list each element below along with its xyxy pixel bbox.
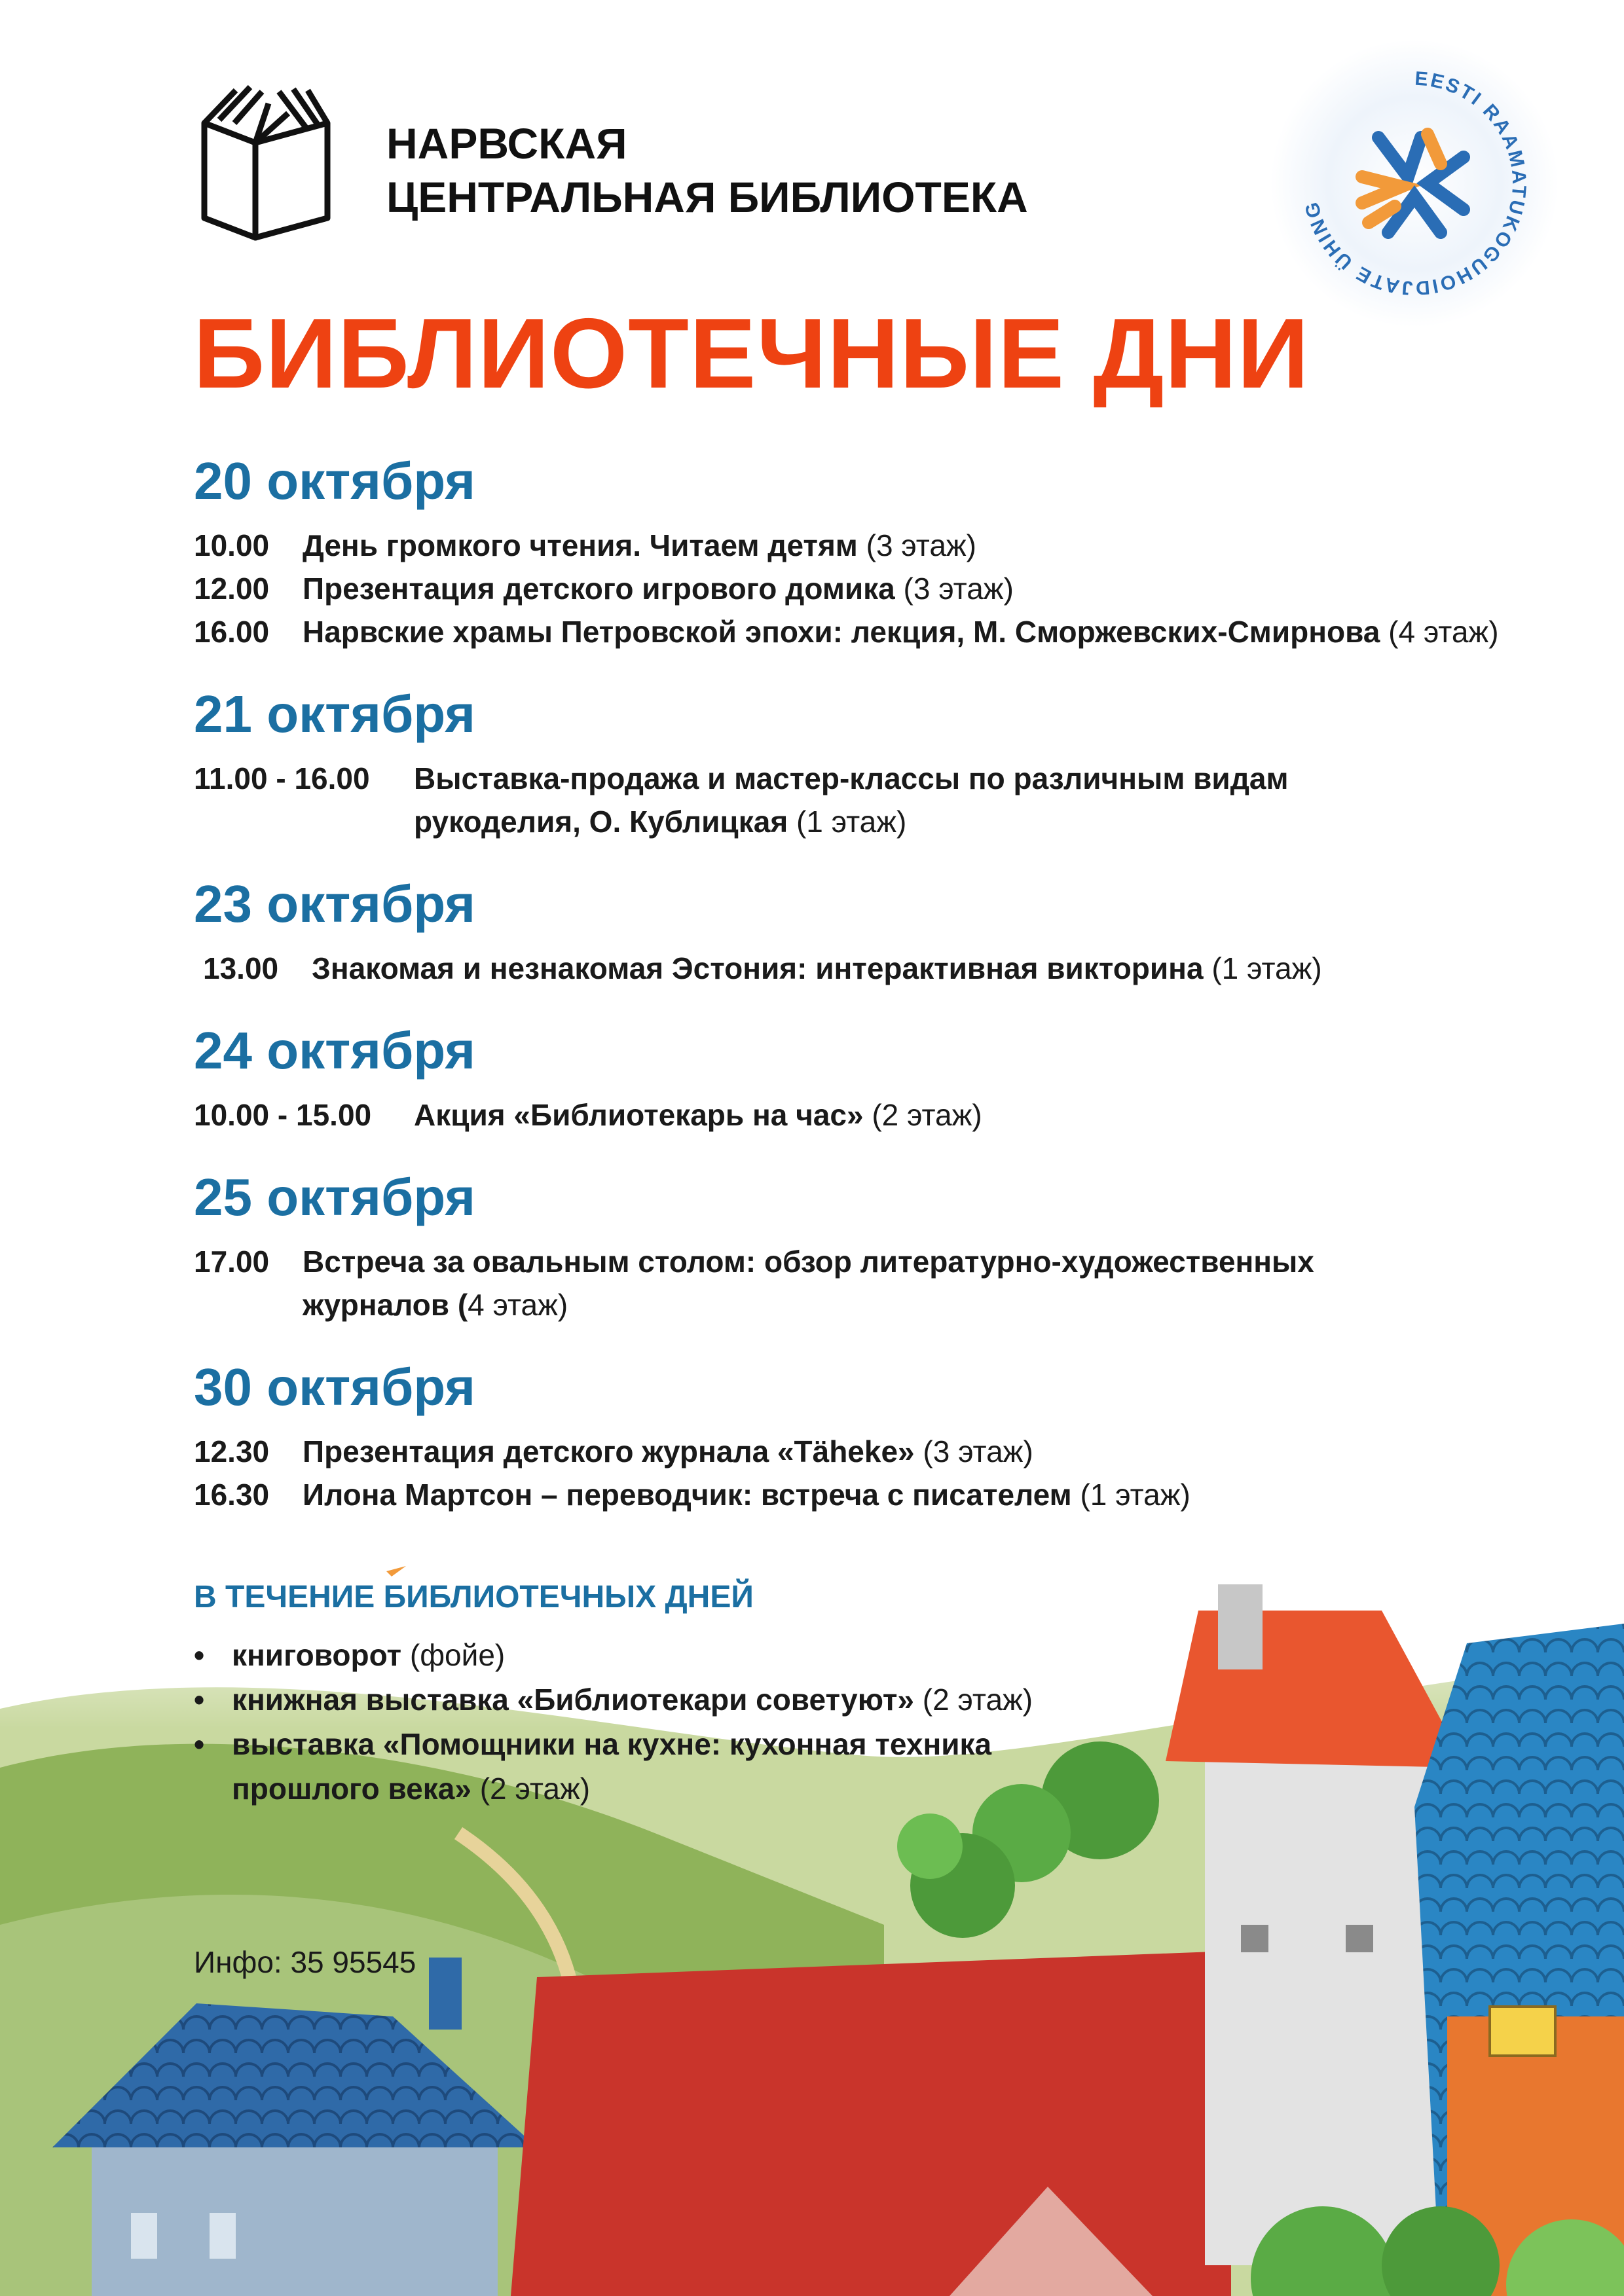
event-time: 16.00 [194, 615, 270, 649]
event-title: Встреча за овальным столом: обзор литературно-художественных журналов ( [303, 1245, 1314, 1322]
event-time: 16.30 [194, 1478, 270, 1512]
event-title: День громкого чтения. Читаем детям [303, 528, 858, 562]
event-title: Акция «Библиотекарь на час» [414, 1098, 864, 1132]
library-name-line2: ЦЕНТРАЛЬНАЯ БИБЛИОТЕКА [386, 173, 1028, 221]
day-block [194, 1161, 1530, 1326]
event-location: (1 этаж) [1080, 1478, 1190, 1512]
event-row [194, 1430, 1530, 1473]
list-item [194, 1633, 1373, 1677]
item-title: книговорот [232, 1638, 402, 1672]
event-row [194, 1093, 1530, 1137]
day-block [194, 1015, 1530, 1137]
event-title: Знакомая и незнакомая Эстония: интерактивная викторина [312, 951, 1204, 985]
bullet-icon: • [194, 1683, 205, 1717]
day-date: 25 октября [194, 1168, 475, 1226]
day-block [194, 445, 1530, 653]
day-block [194, 868, 1530, 990]
event-row [194, 1473, 1530, 1516]
event-time: 11.00 - 16.00 [194, 761, 370, 795]
event-location: (3 этаж) [866, 528, 976, 562]
event-row [194, 1240, 1530, 1326]
event-location: (1 этаж) [1211, 951, 1322, 985]
day-block [194, 1351, 1530, 1516]
list-item [194, 1677, 1373, 1722]
event-row [194, 947, 1530, 990]
event-title: Выставка-продажа и мастер-классы по различным видам рукоделия, О. Кублицкая [414, 761, 1289, 839]
event-location: (2 этаж) [872, 1098, 982, 1132]
event-row [194, 610, 1530, 653]
event-time: 12.00 [194, 572, 270, 606]
event-location: (4 этаж) [1388, 615, 1499, 649]
day-date: 21 октября [194, 685, 475, 743]
event-title: Презентация детского журнала «Täheke» [303, 1434, 915, 1468]
item-location: (фойе) [409, 1638, 506, 1672]
day-date: 30 октября [194, 1358, 475, 1416]
contact-info: Инфо: 35 95545 [194, 1945, 416, 1979]
librarians-association-logo [1264, 39, 1565, 327]
event-location: (3 этаж) [923, 1434, 1033, 1468]
item-title: выставка «Помощники на кухне: кухонная техника прошлого века» [232, 1727, 992, 1806]
item-location: (2 этаж) [479, 1772, 591, 1806]
day-block [194, 678, 1530, 843]
event-row [194, 524, 1530, 567]
event-row [194, 757, 1530, 843]
during-section [194, 1571, 1373, 1811]
bullet-icon: • [194, 1638, 205, 1672]
event-row [194, 567, 1530, 610]
association-logo-text: EESTI RAAMATUKOGUHOIDJATE ÜHING [1301, 67, 1530, 299]
event-title: Нарвские храмы Петровской эпохи: лекция, М. Сморжевских-Смирнова [303, 615, 1380, 649]
day-date: 23 октября [194, 875, 475, 933]
during-title: В ТЕЧЕНИЕ БИБЛИОТЕЧНЫХ ДНЕЙ [194, 1580, 754, 1614]
event-time: 10.00 - 15.00 [194, 1098, 372, 1132]
item-title: книжная выставка «Библиотекари советуют» [232, 1683, 914, 1717]
library-book-logo [196, 77, 341, 241]
event-time: 13.00 [203, 951, 279, 985]
library-name-line1: НАРВСКАЯ [386, 119, 627, 168]
event-location: (1 этаж) [796, 805, 907, 839]
bullet-icon: • [194, 1727, 205, 1761]
event-location: 4 этаж) [468, 1288, 568, 1322]
event-time: 10.00 [194, 528, 270, 562]
item-location: (2 этаж) [922, 1683, 1033, 1717]
list-item [194, 1722, 1373, 1811]
library-name [386, 117, 1028, 224]
event-time: 17.00 [194, 1245, 270, 1279]
event-location: (3 этаж) [903, 572, 1014, 606]
event-time: 12.30 [194, 1434, 270, 1468]
event-title: Илона Мартсон – переводчик: встреча с писателем [303, 1478, 1072, 1512]
day-date: 24 октября [194, 1021, 475, 1080]
schedule [194, 445, 1530, 1541]
day-date: 20 октября [194, 452, 475, 510]
poster-title: БИБЛИОТЕЧНЫЕ ДНИ [193, 298, 1310, 409]
event-title: Презентация детского игрового домика [303, 572, 895, 606]
